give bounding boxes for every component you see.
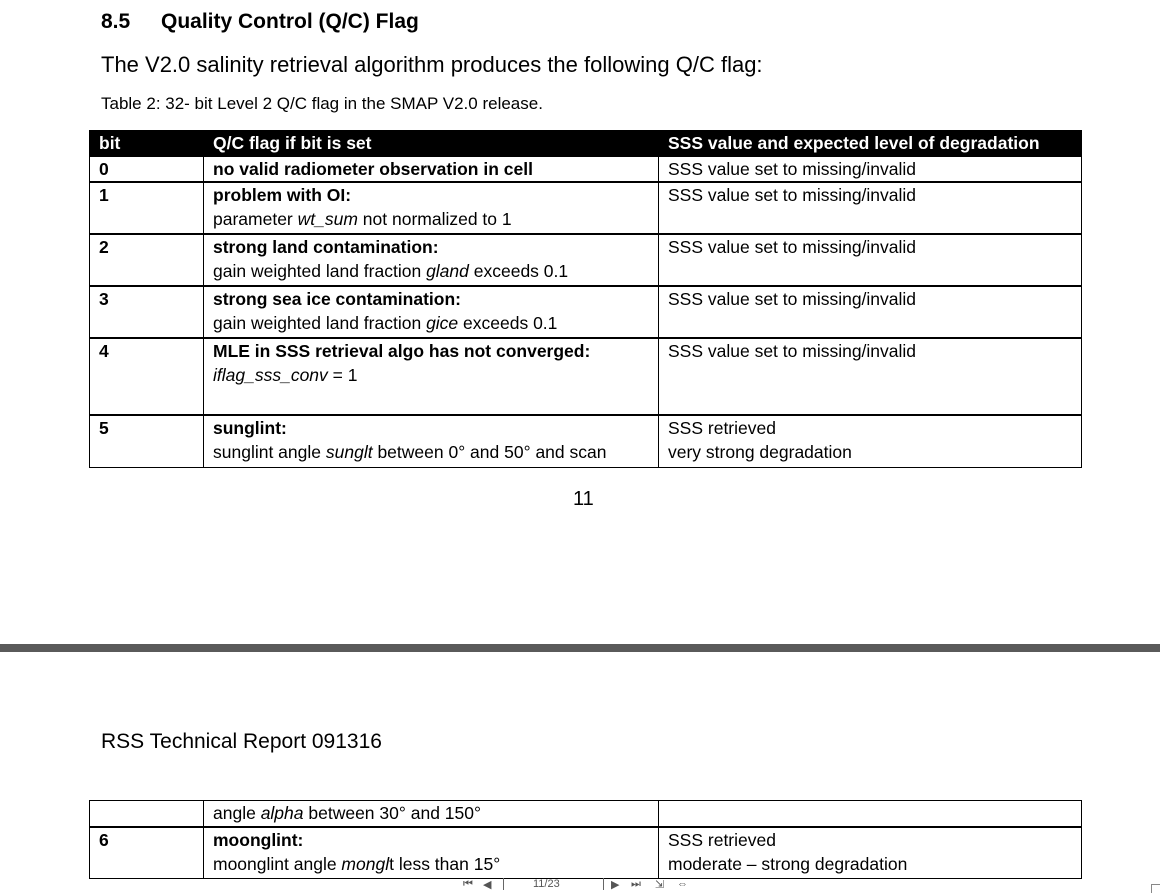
intro-paragraph: The V2.0 salinity retrieval algorithm produces the following Q/C flag: xyxy=(101,52,763,77)
qc-flag-table-continued xyxy=(89,800,1082,879)
variable-name: gland xyxy=(426,261,469,281)
header-flag: Q/C flag if bit is set xyxy=(204,131,659,157)
section-number: 8.5 xyxy=(101,10,131,33)
table-row: 6 moonglint: moonglint angle monglt less than 15° SSS retrieved moderate – strong degradation xyxy=(90,827,1082,879)
table-caption: Table 2: 32- bit Level 2 Q/C flag in the SMAP V2.0 release. xyxy=(101,94,543,113)
section-title: Quality Control (Q/C) Flag xyxy=(161,10,419,33)
flag-cell: problem with OI: xyxy=(213,185,352,205)
variable-name: gice xyxy=(426,313,459,333)
sss-cell: SSS value set to missing/invalid xyxy=(659,156,1082,182)
qc-flag-table xyxy=(89,130,1082,468)
header-sss: SSS value and expected level of degradation xyxy=(659,131,1082,157)
page-navigator xyxy=(455,878,715,892)
table-header-row xyxy=(90,131,1082,157)
prev-page-icon[interactable]: ◀ xyxy=(483,879,492,891)
section-heading xyxy=(101,10,419,34)
sss-cell: SSS value set to missing/invalid xyxy=(659,286,1082,338)
variable-name: mongl xyxy=(341,853,390,874)
bit-cell: 0 xyxy=(99,159,109,179)
flag-cell: strong sea ice contamination: xyxy=(213,289,461,309)
sss-cell: SSS value set to missing/invalid xyxy=(659,338,1082,415)
flag-cell: MLE in SSS retrieval algo has not converged: xyxy=(213,341,591,361)
bit-cell: 4 xyxy=(99,341,109,361)
bit-cell: 1 xyxy=(99,185,109,205)
fit-width-icon[interactable]: ⇔ xyxy=(677,878,688,890)
nav-divider xyxy=(503,878,504,890)
bit-cell: 6 xyxy=(99,829,109,850)
table-row: 4 MLE in SSS retrieval algo has not converged: iflag_sss_conv = 1 SSS value set to missing/invalid xyxy=(90,338,1082,415)
flag-cell: no valid radiometer observation in cell xyxy=(213,159,533,179)
sss-cell: SSS retrieved very strong degradation xyxy=(659,415,1082,467)
first-page-icon[interactable]: ⏮ xyxy=(463,878,473,890)
bit-cell: 5 xyxy=(99,418,109,438)
page-indicator[interactable]: 11/23 xyxy=(533,878,560,890)
table-row: 3 strong sea ice contamination: gain weighted land fraction gice exceeds 0.1 SSS value set to missing/invalid xyxy=(90,286,1082,338)
nav-divider xyxy=(603,878,604,890)
sss-cell: SSS value set to missing/invalid xyxy=(659,182,1082,234)
variable-name: iflag_sss_conv xyxy=(213,365,328,385)
variable-name: sunglt xyxy=(325,442,373,462)
sss-cell: SSS retrieved moderate – strong degradation xyxy=(659,827,1082,879)
fit-page-icon[interactable]: ⇲ xyxy=(655,879,665,891)
flag-cell: moonglint: xyxy=(213,829,304,850)
table-row xyxy=(90,156,1082,182)
running-header: RSS Technical Report 091316 xyxy=(101,730,382,753)
table-row: 5 sunglint: sunglint angle sunglt between 0° and 50° and scan SSS retrieved very strong degradation xyxy=(90,415,1082,467)
flag-cell: sunglint: xyxy=(213,418,287,438)
table-row: 2 strong land contamination: gain weighted land fraction gland exceeds 0.1 SSS value set to missing/invalid xyxy=(90,234,1082,286)
next-page-icon[interactable]: ▶ xyxy=(611,879,620,891)
page-break-divider xyxy=(0,644,1160,652)
table-row: 1 problem with OI: parameter wt_sum not normalized to 1 SSS value set to missing/invalid xyxy=(90,182,1082,234)
variable-name: alpha xyxy=(260,803,304,823)
table-row: angle alpha between 30° and 150° xyxy=(90,801,1082,827)
bit-cell: 3 xyxy=(99,289,109,309)
variable-name: wt_sum xyxy=(297,209,358,229)
header-bit: bit xyxy=(90,131,204,157)
bit-cell: 2 xyxy=(99,237,109,257)
flag-cell: strong land contamination: xyxy=(213,237,439,257)
sss-cell: SSS value set to missing/invalid xyxy=(659,234,1082,286)
page-number: 11 xyxy=(573,488,594,510)
last-page-icon[interactable]: ⏭ xyxy=(631,878,641,890)
